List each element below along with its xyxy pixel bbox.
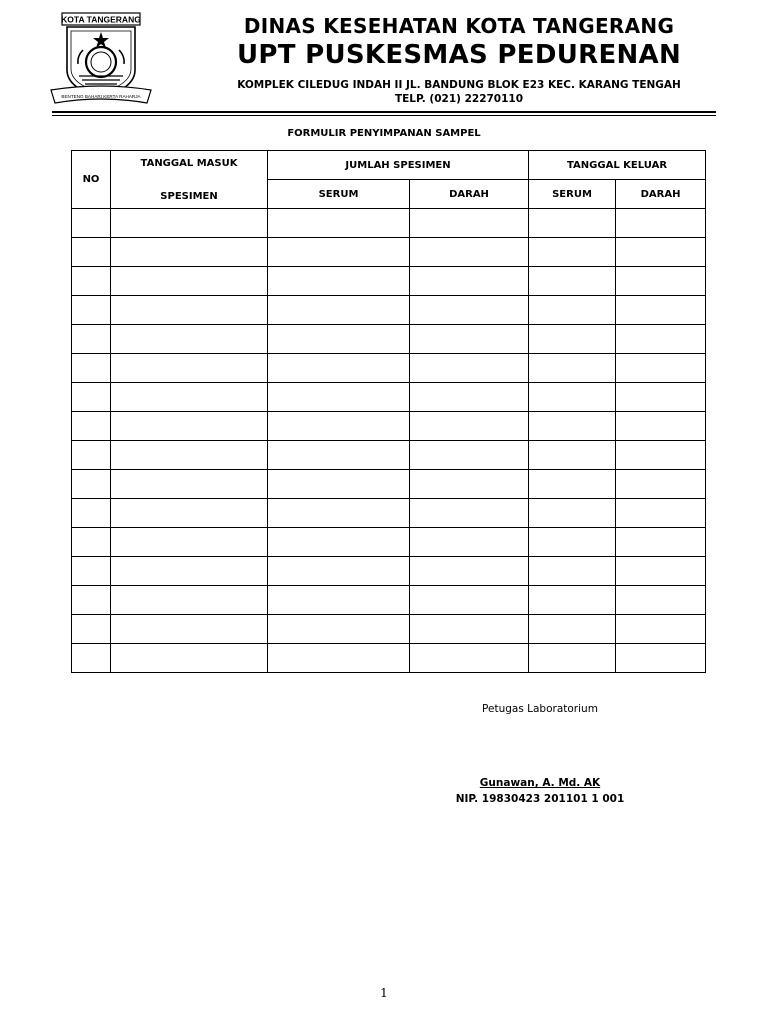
cell-keluar-serum bbox=[529, 296, 616, 325]
table-row bbox=[72, 557, 706, 586]
subheader-keluar-serum: SERUM bbox=[529, 180, 616, 209]
cell-keluar-serum bbox=[529, 615, 616, 644]
header-tanggal-masuk-line1: TANGGAL MASUK bbox=[140, 157, 238, 169]
cell-tanggal-masuk bbox=[111, 296, 268, 325]
header-no: NO bbox=[72, 151, 111, 209]
table-row bbox=[72, 499, 706, 528]
agency-name: DINAS KESEHATAN KOTA TANGERANG bbox=[243, 14, 675, 38]
table-header-row bbox=[72, 151, 706, 180]
address: KOMPLEK CILEDUG INDAH II JL. BANDUNG BLOK E23 KEC. KARANG TENGAH bbox=[237, 79, 681, 91]
cell-keluar-darah bbox=[616, 209, 706, 238]
cell-keluar-serum bbox=[529, 354, 616, 383]
cell-no bbox=[72, 441, 111, 470]
sample-storage-table bbox=[71, 150, 706, 673]
cell-jumlah-darah bbox=[410, 209, 529, 238]
cell-keluar-serum bbox=[529, 586, 616, 615]
subheader-keluar-darah: DARAH bbox=[616, 180, 706, 209]
cell-keluar-darah bbox=[616, 412, 706, 441]
header-tanggal-keluar: TANGGAL KELUAR bbox=[529, 151, 706, 180]
cell-keluar-darah bbox=[616, 470, 706, 499]
page-number: 1 bbox=[380, 986, 388, 1000]
clinic-name: UPT PUSKESMAS PEDURENAN bbox=[236, 40, 682, 70]
cell-jumlah-serum bbox=[268, 354, 410, 383]
cell-keluar-darah bbox=[616, 557, 706, 586]
cell-tanggal-masuk bbox=[111, 267, 268, 296]
cell-no bbox=[72, 470, 111, 499]
cell-no bbox=[72, 238, 111, 267]
cell-jumlah-darah bbox=[410, 644, 529, 673]
table-row bbox=[72, 238, 706, 267]
signature-role: Petugas Laboratorium bbox=[482, 703, 598, 715]
cell-jumlah-serum bbox=[268, 296, 410, 325]
table-body bbox=[72, 209, 706, 673]
table-row bbox=[72, 528, 706, 557]
cell-jumlah-darah bbox=[410, 267, 529, 296]
cell-keluar-serum bbox=[529, 441, 616, 470]
table-row bbox=[72, 296, 706, 325]
cell-tanggal-masuk bbox=[111, 383, 268, 412]
cell-keluar-serum bbox=[529, 499, 616, 528]
table-row bbox=[72, 209, 706, 238]
cell-tanggal-masuk bbox=[111, 615, 268, 644]
cell-tanggal-masuk bbox=[111, 644, 268, 673]
table-row bbox=[72, 470, 706, 499]
cell-tanggal-masuk bbox=[111, 325, 268, 354]
cell-no bbox=[72, 412, 111, 441]
cell-tanggal-masuk bbox=[111, 499, 268, 528]
cell-keluar-darah bbox=[616, 267, 706, 296]
cell-jumlah-serum bbox=[268, 557, 410, 586]
cell-tanggal-masuk bbox=[111, 470, 268, 499]
signature-name: Gunawan, A. Md. AK bbox=[479, 777, 601, 789]
cell-keluar-darah bbox=[616, 296, 706, 325]
header-tanggal-masuk-line2: SPESIMEN bbox=[160, 190, 218, 202]
cell-keluar-serum bbox=[529, 238, 616, 267]
cell-keluar-darah bbox=[616, 528, 706, 557]
cell-keluar-serum bbox=[529, 383, 616, 412]
cell-keluar-serum bbox=[529, 267, 616, 296]
cell-jumlah-darah bbox=[410, 383, 529, 412]
cell-jumlah-darah bbox=[410, 238, 529, 267]
subheader-jumlah-darah: DARAH bbox=[410, 180, 529, 209]
cell-keluar-serum bbox=[529, 209, 616, 238]
logo-text-ribbon: BENTENG BAHARI KERTA RAHARJA bbox=[61, 94, 141, 99]
cell-jumlah-darah bbox=[410, 557, 529, 586]
cell-tanggal-masuk bbox=[111, 238, 268, 267]
cell-jumlah-serum bbox=[268, 644, 410, 673]
logo-text-top: KOTA TANGERANG bbox=[61, 14, 141, 25]
header-rule-thin bbox=[52, 115, 716, 116]
cell-jumlah-darah bbox=[410, 470, 529, 499]
cell-keluar-darah bbox=[616, 325, 706, 354]
cell-jumlah-serum bbox=[268, 238, 410, 267]
cell-jumlah-serum bbox=[268, 325, 410, 354]
header-jumlah-spesimen: JUMLAH SPESIMEN bbox=[268, 151, 529, 180]
cell-tanggal-masuk bbox=[111, 412, 268, 441]
cell-keluar-serum bbox=[529, 412, 616, 441]
cell-keluar-serum bbox=[529, 644, 616, 673]
cell-jumlah-serum bbox=[268, 470, 410, 499]
cell-no bbox=[72, 644, 111, 673]
table-row bbox=[72, 586, 706, 615]
table-row bbox=[72, 615, 706, 644]
cell-keluar-darah bbox=[616, 499, 706, 528]
header-rule-thick bbox=[52, 111, 716, 113]
cell-keluar-darah bbox=[616, 441, 706, 470]
table-row bbox=[72, 267, 706, 296]
cell-tanggal-masuk bbox=[111, 557, 268, 586]
cell-keluar-serum bbox=[529, 470, 616, 499]
cell-jumlah-darah bbox=[410, 296, 529, 325]
cell-keluar-serum bbox=[529, 325, 616, 354]
cell-jumlah-serum bbox=[268, 528, 410, 557]
cell-jumlah-darah bbox=[410, 499, 529, 528]
cell-keluar-darah bbox=[616, 615, 706, 644]
cell-keluar-darah bbox=[616, 644, 706, 673]
cell-keluar-darah bbox=[616, 354, 706, 383]
cell-jumlah-darah bbox=[410, 325, 529, 354]
cell-no bbox=[72, 383, 111, 412]
table-row bbox=[72, 644, 706, 673]
table-row bbox=[72, 441, 706, 470]
cell-no bbox=[72, 325, 111, 354]
header-tanggal-masuk bbox=[111, 151, 268, 209]
cell-jumlah-serum bbox=[268, 615, 410, 644]
cell-jumlah-serum bbox=[268, 209, 410, 238]
cell-jumlah-darah bbox=[410, 528, 529, 557]
cell-tanggal-masuk bbox=[111, 528, 268, 557]
cell-tanggal-masuk bbox=[111, 209, 268, 238]
cell-jumlah-darah bbox=[410, 615, 529, 644]
cell-no bbox=[72, 615, 111, 644]
cell-keluar-serum bbox=[529, 528, 616, 557]
cell-jumlah-serum bbox=[268, 412, 410, 441]
table-row bbox=[72, 412, 706, 441]
table-row bbox=[72, 325, 706, 354]
cell-jumlah-serum bbox=[268, 499, 410, 528]
cell-jumlah-darah bbox=[410, 412, 529, 441]
cell-jumlah-serum bbox=[268, 267, 410, 296]
cell-no bbox=[72, 354, 111, 383]
cell-jumlah-darah bbox=[410, 441, 529, 470]
cell-keluar-serum bbox=[529, 557, 616, 586]
cell-no bbox=[72, 528, 111, 557]
cell-no bbox=[72, 586, 111, 615]
cell-jumlah-darah bbox=[410, 586, 529, 615]
cell-tanggal-masuk bbox=[111, 441, 268, 470]
cell-keluar-darah bbox=[616, 586, 706, 615]
cell-tanggal-masuk bbox=[111, 354, 268, 383]
cell-keluar-darah bbox=[616, 383, 706, 412]
subheader-jumlah-serum: SERUM bbox=[268, 180, 410, 209]
cell-no bbox=[72, 499, 111, 528]
phone: TELP. (021) 22270110 bbox=[394, 93, 524, 105]
cell-tanggal-masuk bbox=[111, 586, 268, 615]
cell-keluar-darah bbox=[616, 238, 706, 267]
cell-jumlah-serum bbox=[268, 586, 410, 615]
table-row bbox=[72, 354, 706, 383]
cell-jumlah-darah bbox=[410, 354, 529, 383]
cell-no bbox=[72, 557, 111, 586]
form-title: FORMULIR PENYIMPANAN SAMPEL bbox=[287, 128, 481, 139]
cell-no bbox=[72, 296, 111, 325]
cell-no bbox=[72, 267, 111, 296]
table-row bbox=[72, 383, 706, 412]
cell-jumlah-serum bbox=[268, 383, 410, 412]
signature-nip: NIP. 19830423 201101 1 001 bbox=[455, 793, 625, 805]
kota-tangerang-logo bbox=[49, 12, 153, 106]
cell-jumlah-serum bbox=[268, 441, 410, 470]
cell-no bbox=[72, 209, 111, 238]
